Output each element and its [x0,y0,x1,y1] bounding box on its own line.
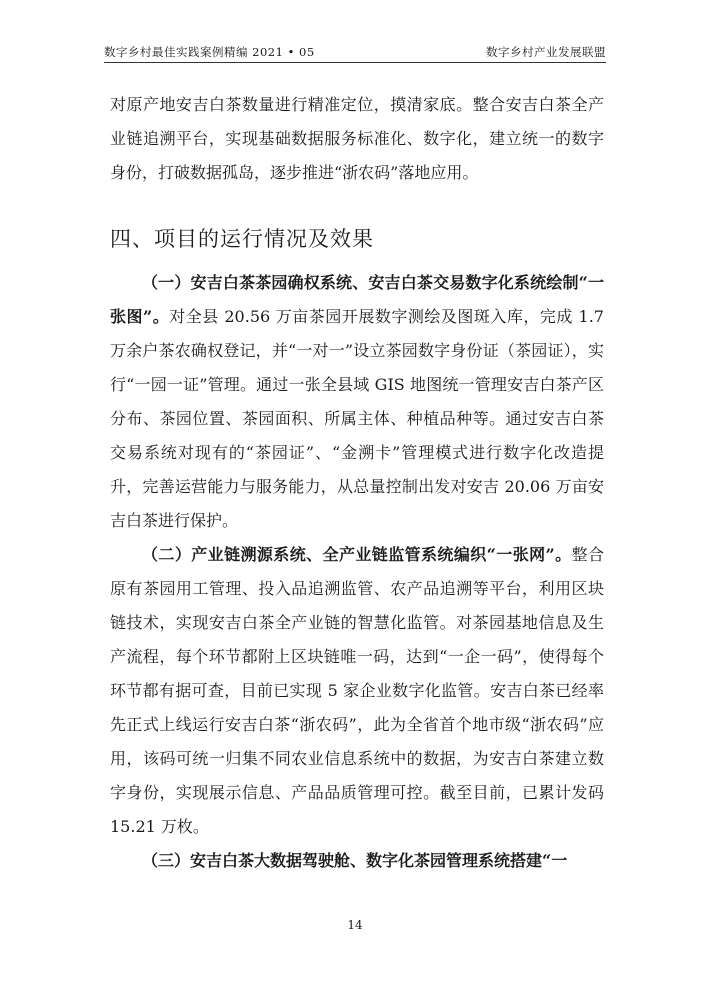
page-body [110,88,604,878]
header-publication-title: 数字乡村最佳实践案例精编 2021 • 05 [104,45,315,59]
subsection-2-text: 整合原有茶园用工管理、投入品追溯监管、农产品追溯等平台，利用区块链技术，实现安吉白茶全产业链的智慧化监管。对茶园基地信息及生产流程，每个环节都附上区块链唯一码，达到“一企一码”，使得每个环节都有据可查，目前已实现 5 家企业数字化监管。安吉白茶已经率先正式上线运行安吉白茶“浙农码”，此为全省首个地市级“浙农码”应用，该码可统一归集不同农业信息系统中的数据，为安吉白茶建立数字身份，实现展示信息、产品品质管理可控。截至目前，已累计发码 15.21 万枚。 [110,545,604,836]
subsection-1-text: 对全县 20.56 万亩茶园开展数字测绘及图斑入库，完成 1.7 万余户茶农确权登记，并“一对一”设立茶园数字身份证（茶园证），实行“一园一证”管理。通过一张全县域 GIS 地图统一管理安吉白茶产区分布、茶园位置、茶园面积、所属主体、种植品种等。通过安吉白茶交易系统对现有的“茶园证”、“金溯卡”管理模式进行数字化改造提升，完善运营能力与服务能力，从总量控制出发对安吉 20.06 万亩安吉白茶进行保护。 [110,307,604,530]
header-organization: 数字乡村产业发展联盟 [486,45,606,59]
subsection-3-title: （三）安吉白茶大数据驾驶舱、数字化茶园管理系统搭建“一 [142,851,568,870]
subsection-1-title: （一）安吉白茶茶园确权系统、安吉白茶交易数字化系统绘制“一张图”。 [110,273,604,326]
paragraph-subsection-3 [110,844,604,878]
page-header [104,38,606,60]
header-divider [104,62,606,63]
paragraph-intro: 对原产地安吉白茶数量进行精准定位，摸清家底。整合安吉白茶全产业链追溯平台，实现基础数据服务标准化、数字化，建立统一的数字身份，打破数据孤岛，逐步推进“浙农码”落地应用。 [110,95,604,182]
paragraph-subsection-1 [110,266,604,538]
section-heading: 四、项目的运行情况及效果 [110,227,374,251]
subsection-2-title: （二）产业链溯源系统、全产业链监管系统编织“一张网”。 [142,545,572,564]
paragraph-subsection-2 [110,538,604,844]
page-number: 14 [347,918,363,932]
